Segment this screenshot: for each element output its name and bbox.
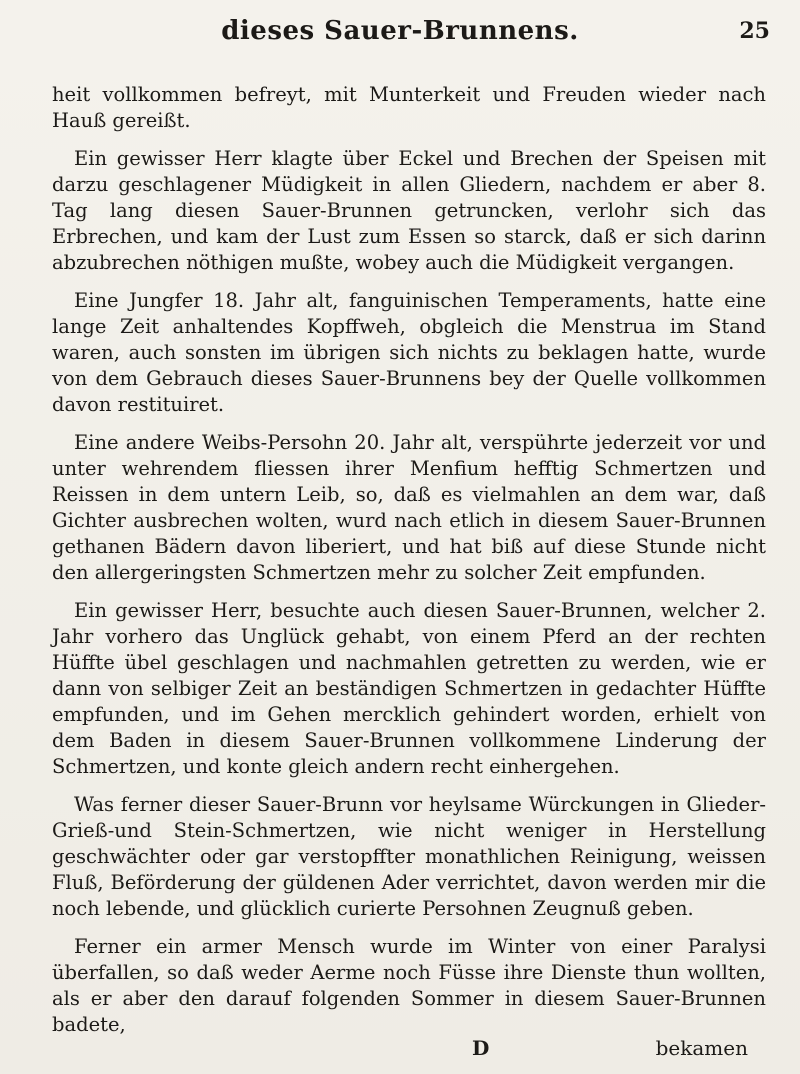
catchword: bekamen [655,1036,748,1060]
paragraph-continuation: heit vollkommen befreyt, mit Munterkeit und Freuden wieder nach Hauß gereißt. [52,83,766,132]
paragraph-jungfer-kopffweh: Eine Jungfer 18. Jahr alt, fanguinischen Temperaments, hatte eine lange Zeit anhaltendes Kopffweh, obgleich die Menstrua im Stand waren, auch sonsten im übrigen sich nichts zu beklagen hatte, wurde von dem Gebrauch dieses Sauer-Brunnens bey der Quelle vollkommen davon restituiret. [52,289,766,416]
paragraph-wurckungen: Was ferner dieser Sauer-Brunn vor heylsame Würckungen in Glieder-Grieß-und Stein-Schmertzen, wie nicht weniger in Herstellung geschwächter oder gar verstopffter monathlichen Reinigung, weissen Fluß, Beförderung der güldenen Ader verrichtet, davon werden mir die noch lebende, und glücklich curierte Persohnen Zeugnuß geben. [52,793,766,920]
page-footer [52,1036,766,1066]
body-text [52,82,766,1050]
page-number: 25 [739,18,770,44]
paragraph-huffte: Ein gewisser Herr, besuchte auch diesen Sauer-Brunnen, welcher 2. Jahr vorhero das Unglück gehabt, von einem Pferd an der rechten Hüffte übel geschlagen und nachmahlen getretten zu werden, wie er dann von selbiger Zeit an beständigen Schmertzen in gedachter Hüffte empfunden, und im Gehen mercklich gehindert worden, erhielt von dem Baden in diesem Sauer-Brunnen vollkommene Linderung der Schmertzen, und konte gleich andern recht einhergehen. [52,599,766,778]
paragraph-paralysi: Ferner ein armer Mensch wurde im Winter von einer Paralysi überfallen, so daß weder Aerme noch Füsse ihre Dienste thun wollten, als er aber den darauf folgenden Sommer in diesem Sauer-Brunnen badete, [52,935,766,1036]
running-head [0,14,800,54]
signature-mark: D [472,1036,490,1060]
running-title: dieses Sauer-Brunnens. [221,16,579,46]
paragraph-eckel-brechen: Ein gewisser Herr klagte über Eckel und Brechen der Speisen mit darzu geschlagener Müdigkeit in allen Gliedern, nachdem er aber 8. Tag lang diesen Sauer-Brunnen getruncken, verlohr sich das Erbrechen, und kam der Lust zum Essen so starck, daß er sich darinn abzubrechen nöthigen mußte, wobey auch die Müdigkeit vergangen. [52,147,766,274]
paragraph-weibs-persohn: Eine andere Weibs-Persohn 20. Jahr alt, verspührte jederzeit vor und unter wehrendem fliessen ihrer Menfium hefftig Schmertzen und Reissen in dem untern Leib, so, daß es vielmahlen an dem war, daß Gichter ausbrechen wolten, wurd nach etlich in diesem Sauer-Brunnen gethanen Bädern davon liberiert, und hat biß auf diese Stunde nicht den allergeringsten Schmertzen mehr zu solcher Zeit empfunden. [52,431,766,584]
